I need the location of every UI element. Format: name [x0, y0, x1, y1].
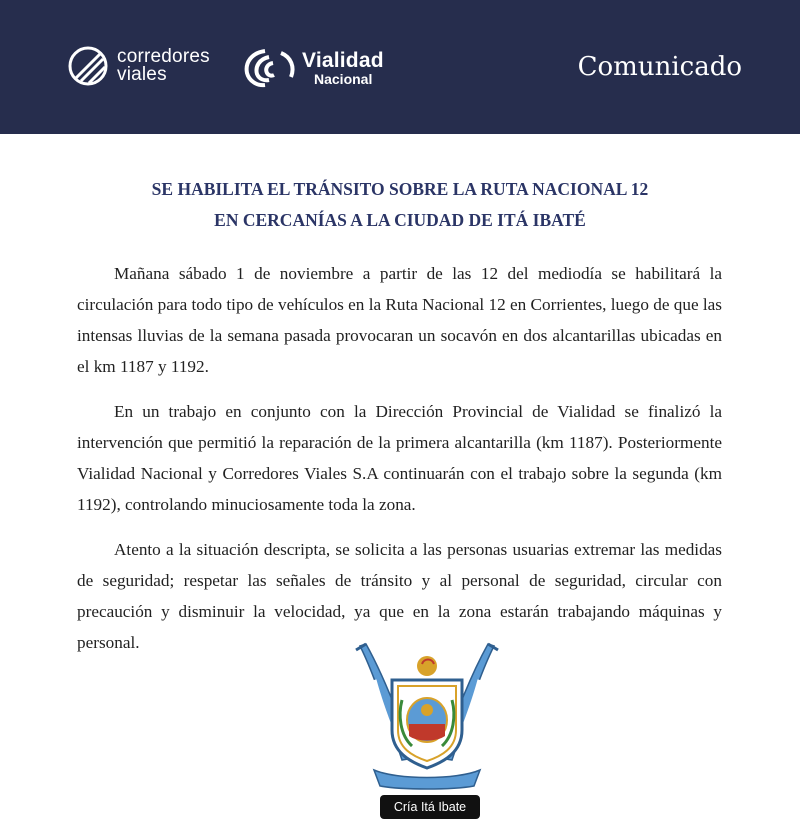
paragraph-2: En un trabajo en conjunto con la Dirección Provincial de Vialidad se finalizó la intervención que permitió la reparación de la primera alcantarilla (km 1187). Posteriormente Vialidad Nacional y Corredores Viales S.A continuarán con el trabajo sobre la segunda (km 1192), controlando minuciosamente toda la zona. [77, 402, 722, 514]
vialidad-nacional-logo [243, 46, 384, 90]
vialidad-nacional-icon [243, 47, 299, 89]
paragraph-3: Atento a la situación descripta, se solicita a las personas usuarias extremar las medidas de seguridad; respetar las señales de tránsito y al personal de seguridad, circular con precaución y disminuir la velocidad, ya que en la zona estarán trabajando máquinas y personal. [77, 540, 722, 652]
header-bar [0, 0, 800, 134]
corredores-viales-text [117, 48, 210, 84]
headline-line2: EN CERCANÍAS A LA CIUDAD DE ITÁ IBATÉ [214, 210, 586, 230]
corredores-logo-line2: viales [117, 64, 167, 85]
headline-line1: SE HABILITA EL TRÁNSITO SOBRE LA RUTA NACIONAL 12 [151, 179, 649, 199]
municipal-crest-icon [352, 640, 502, 790]
vialidad-logo-line1: Vialidad [302, 49, 384, 72]
headline [0, 174, 800, 236]
corredores-viales-icon [67, 45, 109, 87]
comunicado-label: Comunicado [577, 52, 742, 82]
vialidad-nacional-text [302, 50, 384, 86]
corredores-logo-line1: corredores [117, 46, 210, 67]
paragraph-1: Mañana sábado 1 de noviembre a partir de las 12 del mediodía se habilitará la circulación para todo tipo de vehículos en la Ruta Nacional 12 en Corrientes, luego de que las intensas lluvias de la semana pasada provocaran un socavón en dos alcantarillas ubicadas en el km 1187 y 1192. [77, 264, 722, 376]
crest-caption: Cría Itá Ibate [380, 795, 480, 819]
press-release-body [77, 258, 722, 672]
corredores-viales-logo [67, 44, 210, 88]
vialidad-logo-line2: Nacional [314, 71, 373, 87]
